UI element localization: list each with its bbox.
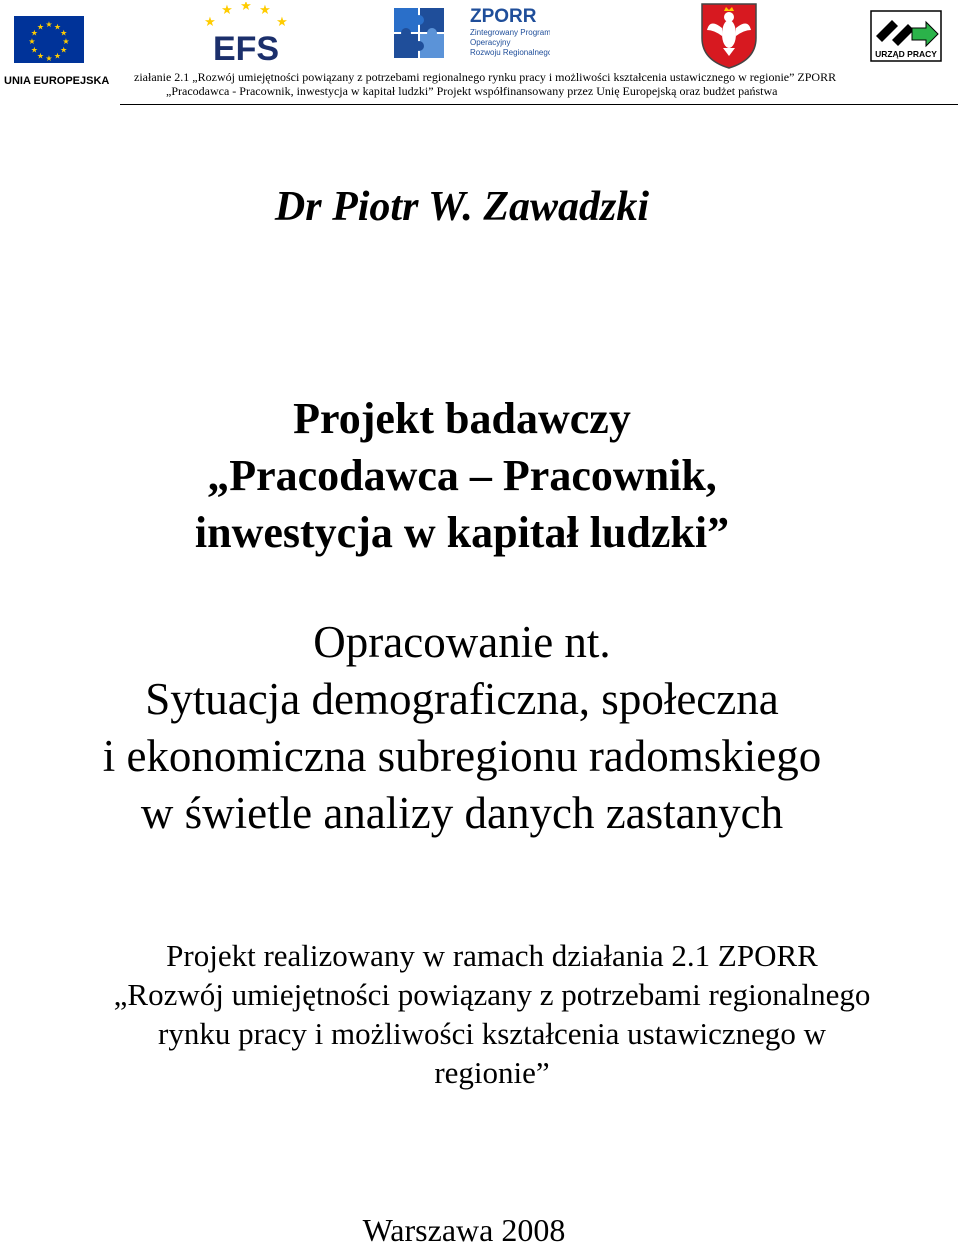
efs-logo-text: EFS — [212, 30, 280, 66]
title-line: inwestycja w kapitał ludzki” — [194, 508, 730, 557]
zporr-logo — [390, 2, 550, 66]
eu-flag-logo — [14, 16, 84, 63]
svg-text:★: ★ — [45, 20, 53, 29]
svg-text:Operacyjny: Operacyjny — [470, 38, 511, 47]
urzad-pracy-logo — [870, 10, 942, 62]
svg-text:★: ★ — [28, 37, 36, 46]
svg-text:★: ★ — [259, 3, 271, 18]
eu-stars-icon — [14, 16, 84, 63]
subtitle-line: Opracowanie nt. — [313, 617, 611, 667]
document-subtitle — [0, 614, 924, 842]
svg-text:★: ★ — [240, 2, 252, 14]
svg-text:★: ★ — [60, 45, 68, 55]
svg-text:ZPORR: ZPORR — [470, 6, 537, 27]
subtitle-line: Sytuacja demograficzna, społeczna — [145, 674, 779, 724]
puzzle-icon — [394, 8, 444, 58]
svg-text:★: ★ — [36, 51, 45, 61]
title-line: „Pracodawca – Pracownik, — [207, 451, 717, 500]
project-line: „Rozwój umiejętności powiązany z potrzebami regionalnego — [113, 977, 871, 1012]
title-line: Projekt badawczy — [293, 394, 631, 443]
svg-text:★: ★ — [62, 37, 70, 46]
eu-label: UNIA EUROPEJSKA — [4, 75, 110, 87]
svg-text:★: ★ — [60, 28, 68, 38]
svg-text:★: ★ — [53, 51, 62, 61]
header-divider — [120, 104, 958, 105]
project-description — [0, 936, 960, 1092]
svg-text:★: ★ — [30, 28, 38, 38]
subtitle-line: i ekonomiczna subregionu radomskiego — [102, 731, 822, 781]
svg-text:★: ★ — [30, 45, 38, 55]
svg-text:★: ★ — [204, 15, 216, 30]
header-program-line: ziałanie 2.1 „Rozwój umiejętności powiązany z potrzebami regionalnego rynku pracy i możliwości kształcenia ustawicznego w regionie” ZPORR — [134, 70, 837, 84]
svg-text:★: ★ — [36, 22, 45, 32]
efs-logo — [196, 2, 296, 66]
page-header — [0, 0, 960, 110]
svg-text:★: ★ — [53, 22, 62, 32]
svg-text:Rozwoju Regionalnego: Rozwoju Regionalnego — [470, 48, 550, 57]
coat-of-arms-logo — [698, 0, 760, 70]
svg-text:★: ★ — [276, 15, 288, 30]
project-line: Projekt realizowany w ramach działania 2.1 ZPORR — [166, 938, 818, 973]
svg-text:URZĄD PRACY: URZĄD PRACY — [875, 49, 937, 59]
project-line: regionie” — [434, 1055, 550, 1090]
svg-text:★: ★ — [45, 54, 53, 63]
project-line: rynku pracy i możliwości kształcenia ustawicznego w — [158, 1016, 826, 1051]
subtitle-line: w świetle analizy danych zastanych — [140, 788, 784, 838]
svg-text:Zintegrowany Program: Zintegrowany Program — [470, 28, 550, 37]
place-and-date: Warszawa 2008 — [362, 1212, 566, 1248]
header-project-line: „Pracodawca - Pracownik, inwestycja w kapitał ludzki” Projekt współfinansowany przez Unię Europejską oraz budżet państwa — [166, 84, 778, 98]
author-name: Dr Piotr W. Zawadzki — [274, 184, 650, 230]
svg-text:★: ★ — [221, 3, 233, 18]
document-title — [0, 390, 924, 561]
